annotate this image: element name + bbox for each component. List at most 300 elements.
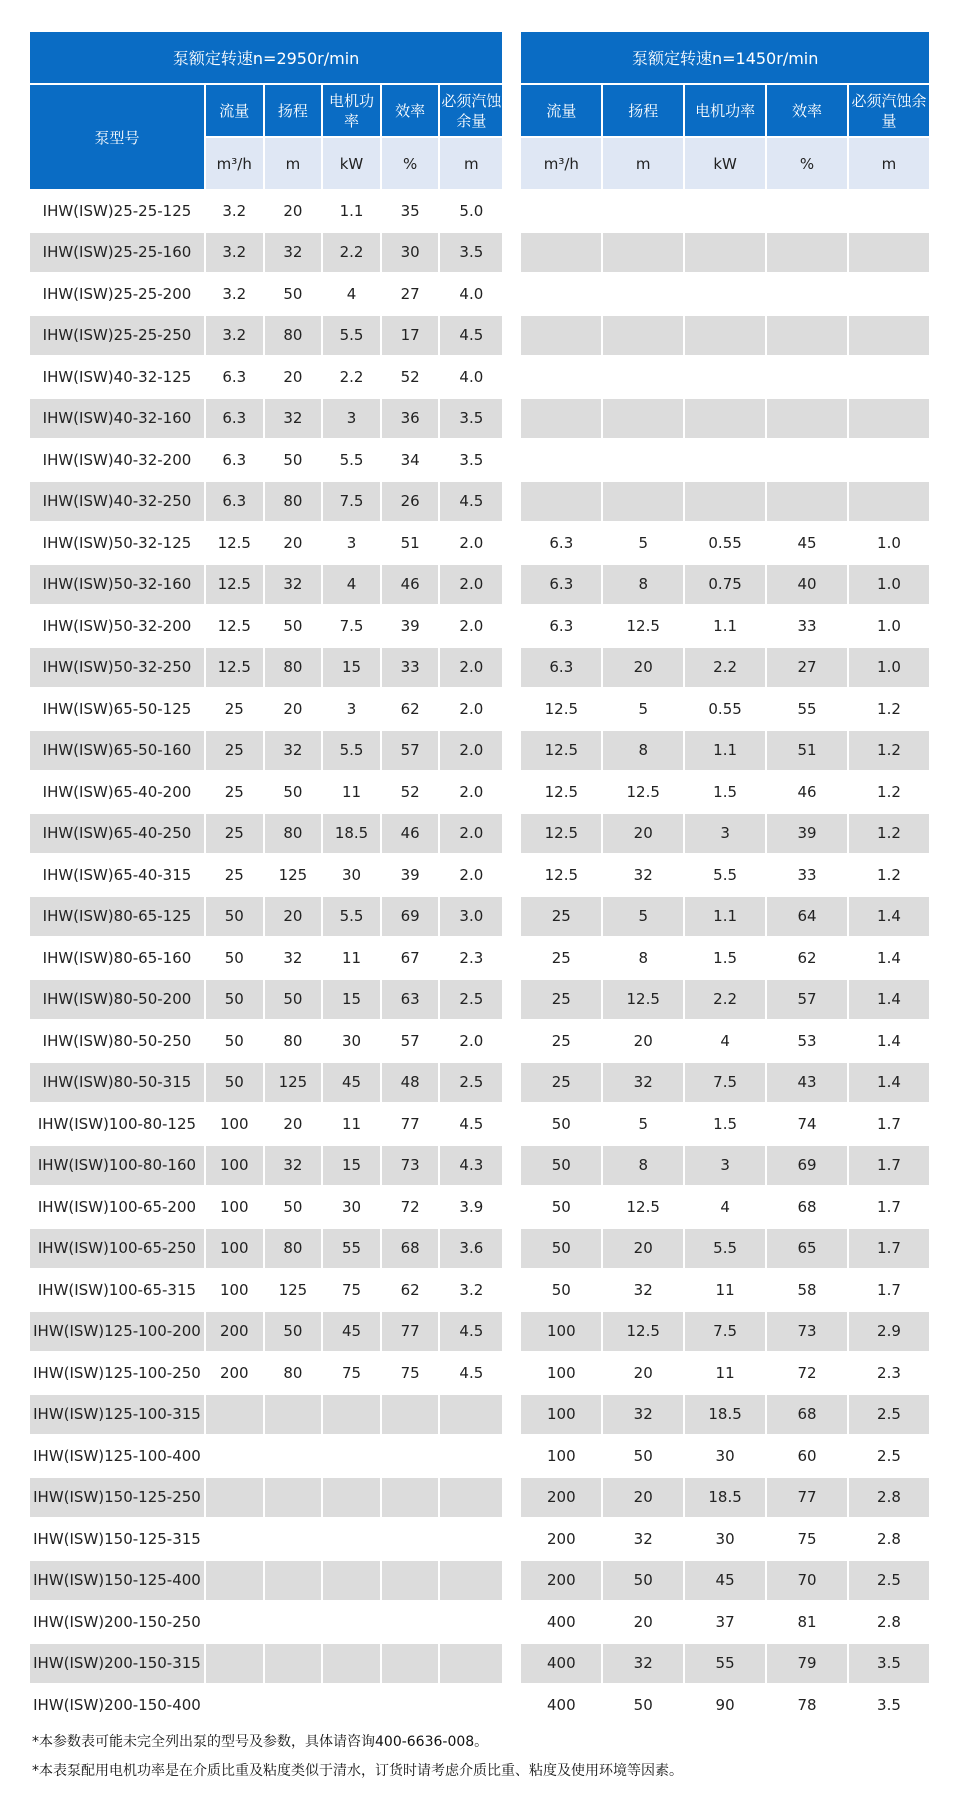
cell-efficiency-2950: 26 [382,482,439,522]
cell-flow-2950 [206,1436,263,1476]
cell-power-2950: 4 [323,274,380,314]
col-header-efficiency: 效率 [767,85,847,136]
cell-head-1450: 8 [603,565,683,605]
cell-head-2950: 32 [265,731,322,771]
cell-head-2950: 80 [265,1229,322,1269]
cell-power-2950: 30 [323,855,380,895]
cell-flow-1450: 100 [521,1353,601,1393]
table-row [30,1270,929,1310]
table-row [30,523,929,563]
cell-power-1450: 0.75 [685,565,765,605]
cell-efficiency-2950: 77 [382,1312,439,1352]
cell-efficiency-1450: 77 [767,1478,847,1518]
table-row [30,316,929,356]
cell-head-2950: 32 [265,938,322,978]
cell-power-1450: 30 [685,1436,765,1476]
cell-flow-2950 [206,1395,263,1435]
cell-head-1450 [603,316,683,356]
cell-head-1450: 50 [603,1436,683,1476]
unit-npshr: m [440,138,502,189]
cell-npshr-1450: 1.2 [849,689,929,729]
cell-power-2950: 1.1 [323,191,380,231]
cell-npshr-2950: 2.0 [440,772,502,812]
cell-power-2950: 5.5 [323,897,380,937]
table-row [30,565,929,605]
table-row [30,938,929,978]
cell-efficiency-1450: 60 [767,1436,847,1476]
cell-flow-2950: 6.3 [206,357,263,397]
cell-efficiency-2950: 46 [382,565,439,605]
cell-power-2950: 3 [323,523,380,563]
cell-power-2950 [323,1561,380,1601]
cell-power-2950: 5.5 [323,731,380,771]
pump-model: IHW(ISW)125-100-200 [30,1312,204,1352]
cell-npshr-2950: 2.0 [440,731,502,771]
cell-flow-1450: 12.5 [521,689,601,729]
pump-rows [30,191,929,1725]
col-header-flow: 流量 [206,85,263,136]
cell-npshr-1450: 2.8 [849,1519,929,1559]
cell-flow-2950 [206,1519,263,1559]
cell-head-2950: 20 [265,1104,322,1144]
cell-flow-1450: 25 [521,1063,601,1103]
cell-flow-1450 [521,357,601,397]
cell-flow-1450: 100 [521,1395,601,1435]
cell-npshr-2950: 4.5 [440,316,502,356]
table-row [30,191,929,231]
col-header-npshr: 必须汽蚀余量 [849,85,929,136]
cell-efficiency-1450: 57 [767,980,847,1020]
cell-flow-1450 [521,399,601,439]
cell-flow-1450 [521,191,601,231]
pump-model: IHW(ISW)125-100-250 [30,1353,204,1393]
table-row [30,1436,929,1476]
cell-flow-1450: 6.3 [521,565,601,605]
cell-efficiency-1450: 40 [767,565,847,605]
section-gap [504,1104,519,1144]
cell-npshr-1450: 1.0 [849,523,929,563]
cell-flow-2950: 25 [206,731,263,771]
cell-power-2950: 15 [323,1146,380,1186]
cell-npshr-1450: 2.3 [849,1353,929,1393]
cell-flow-2950: 12.5 [206,606,263,646]
cell-power-2950: 15 [323,980,380,1020]
cell-power-1450 [685,233,765,273]
cell-npshr-1450: 1.7 [849,1270,929,1310]
cell-flow-1450 [521,316,601,356]
pump-model: IHW(ISW)40-32-200 [30,440,204,480]
cell-head-2950 [265,1519,322,1559]
cell-efficiency-1450: 72 [767,1353,847,1393]
cell-power-2950: 15 [323,648,380,688]
cell-efficiency-1450 [767,399,847,439]
table-row [30,731,929,771]
cell-efficiency-1450: 65 [767,1229,847,1269]
col-header-npshr: 必须汽蚀余量 [440,85,502,136]
table-row [30,274,929,314]
cell-head-2950 [265,1436,322,1476]
pump-model: IHW(ISW)125-100-315 [30,1395,204,1435]
table-row [30,1312,929,1352]
cell-npshr-2950: 3.9 [440,1187,502,1227]
cell-power-1450: 0.55 [685,689,765,729]
cell-npshr-2950: 3.0 [440,897,502,937]
section-gap [504,1312,519,1352]
pump-model: IHW(ISW)200-150-400 [30,1685,204,1725]
cell-efficiency-2950 [382,1685,439,1725]
cell-flow-2950: 200 [206,1312,263,1352]
cell-efficiency-2950: 69 [382,897,439,937]
cell-efficiency-1450: 33 [767,606,847,646]
cell-efficiency-1450 [767,482,847,522]
cell-head-2950: 20 [265,191,322,231]
col-header-power: 电机功率 [685,85,765,136]
section-gap [504,980,519,1020]
cell-efficiency-1450: 81 [767,1602,847,1642]
cell-head-2950: 32 [265,399,322,439]
cell-npshr-2950: 4.3 [440,1146,502,1186]
pump-model: IHW(ISW)25-25-125 [30,191,204,231]
cell-flow-2950 [206,1602,263,1642]
cell-power-2950 [323,1602,380,1642]
cell-flow-1450: 400 [521,1685,601,1725]
pump-spec-sheet [30,30,933,1787]
unit-flow: m³/h [206,138,263,189]
cell-head-1450 [603,399,683,439]
cell-flow-1450: 12.5 [521,772,601,812]
cell-flow-1450: 50 [521,1270,601,1310]
cell-head-2950: 80 [265,316,322,356]
pump-model: IHW(ISW)50-32-250 [30,648,204,688]
cell-head-1450: 8 [603,731,683,771]
cell-flow-2950: 12.5 [206,648,263,688]
table-row [30,1478,929,1518]
cell-power-1450: 1.1 [685,731,765,771]
section-gap [504,1270,519,1310]
cell-power-1450: 37 [685,1602,765,1642]
cell-head-2950: 50 [265,772,322,812]
cell-npshr-1450: 2.9 [849,1312,929,1352]
cell-npshr-1450 [849,316,929,356]
pump-model: IHW(ISW)80-50-200 [30,980,204,1020]
cell-head-2950: 125 [265,1270,322,1310]
cell-power-2950 [323,1478,380,1518]
section-gap [504,1519,519,1559]
section-gap [504,32,519,83]
cell-head-1450: 20 [603,1478,683,1518]
cell-efficiency-2950: 46 [382,814,439,854]
cell-flow-1450: 50 [521,1104,601,1144]
cell-efficiency-1450 [767,316,847,356]
cell-power-2950 [323,1395,380,1435]
section-gap [504,440,519,480]
cell-power-2950: 75 [323,1270,380,1310]
cell-npshr-2950: 2.5 [440,980,502,1020]
cell-efficiency-1450 [767,233,847,273]
cell-efficiency-2950: 62 [382,689,439,729]
section-gap [504,1353,519,1393]
cell-power-2950: 30 [323,1187,380,1227]
cell-efficiency-2950: 52 [382,772,439,812]
cell-head-1450: 5 [603,1104,683,1144]
table-row [30,1395,929,1435]
cell-head-2950: 50 [265,980,322,1020]
cell-efficiency-1450: 58 [767,1270,847,1310]
cell-npshr-1450: 1.7 [849,1229,929,1269]
cell-head-2950: 80 [265,1021,322,1061]
cell-head-1450: 5 [603,689,683,729]
notes [30,1729,933,1787]
cell-flow-2950: 25 [206,772,263,812]
cell-efficiency-2950: 30 [382,233,439,273]
cell-flow-2950 [206,1478,263,1518]
table-row [30,648,929,688]
pump-model: IHW(ISW)200-150-315 [30,1644,204,1684]
table-row [30,1644,929,1684]
cell-npshr-2950: 4.0 [440,274,502,314]
cell-npshr-2950 [440,1436,502,1476]
cell-efficiency-2950: 39 [382,606,439,646]
cell-npshr-1450: 1.0 [849,648,929,688]
pump-model: IHW(ISW)50-32-200 [30,606,204,646]
cell-power-2950: 3 [323,399,380,439]
section-gap [504,274,519,314]
cell-head-2950: 50 [265,1312,322,1352]
cell-head-2950: 32 [265,233,322,273]
pump-model: IHW(ISW)65-40-250 [30,814,204,854]
section-gap [504,1478,519,1518]
cell-efficiency-2950: 51 [382,523,439,563]
cell-head-2950: 20 [265,357,322,397]
cell-efficiency-2950: 35 [382,191,439,231]
table-row [30,1561,929,1601]
section-gap [504,1644,519,1684]
cell-efficiency-2950: 34 [382,440,439,480]
cell-head-2950 [265,1685,322,1725]
cell-npshr-2950: 3.5 [440,233,502,273]
col-header-flow: 流量 [521,85,601,136]
cell-power-2950 [323,1644,380,1684]
cell-flow-2950: 3.2 [206,191,263,231]
cell-flow-1450: 25 [521,980,601,1020]
unit-flow: m³/h [521,138,601,189]
cell-efficiency-2950: 48 [382,1063,439,1103]
table-row [30,357,929,397]
pump-model: IHW(ISW)100-80-125 [30,1104,204,1144]
cell-flow-2950: 25 [206,814,263,854]
cell-head-1450: 50 [603,1685,683,1725]
cell-head-1450: 32 [603,1270,683,1310]
cell-efficiency-2950 [382,1395,439,1435]
cell-efficiency-1450: 62 [767,938,847,978]
section-gap [504,1021,519,1061]
cell-flow-1450: 6.3 [521,523,601,563]
cell-head-2950: 50 [265,274,322,314]
cell-flow-2950: 3.2 [206,233,263,273]
cell-head-1450: 20 [603,1602,683,1642]
cell-head-1450: 20 [603,1021,683,1061]
pump-spec-table [28,30,931,1727]
section-gap [504,316,519,356]
cell-power-1450 [685,191,765,231]
pump-model: IHW(ISW)40-32-125 [30,357,204,397]
section-gap [504,482,519,522]
cell-flow-2950: 100 [206,1270,263,1310]
cell-power-1450: 3 [685,1146,765,1186]
cell-npshr-1450: 2.8 [849,1602,929,1642]
cell-head-1450 [603,357,683,397]
cell-npshr-2950: 4.5 [440,1312,502,1352]
cell-efficiency-2950 [382,1478,439,1518]
cell-flow-2950: 50 [206,1021,263,1061]
cell-efficiency-2950: 68 [382,1229,439,1269]
section-gap [504,772,519,812]
cell-flow-2950: 50 [206,897,263,937]
pump-model: IHW(ISW)25-25-250 [30,316,204,356]
cell-npshr-2950: 3.2 [440,1270,502,1310]
cell-power-2950: 11 [323,1104,380,1144]
pump-model: IHW(ISW)150-125-250 [30,1478,204,1518]
cell-power-1450: 1.5 [685,772,765,812]
section-gap [504,523,519,563]
cell-power-1450: 1.5 [685,938,765,978]
cell-power-2950: 45 [323,1312,380,1352]
table-row [30,1229,929,1269]
cell-head-1450: 12.5 [603,1187,683,1227]
cell-npshr-1450: 3.5 [849,1685,929,1725]
table-row [30,897,929,937]
cell-efficiency-1450: 43 [767,1063,847,1103]
cell-head-2950: 32 [265,1146,322,1186]
cell-power-2950: 7.5 [323,482,380,522]
pump-model: IHW(ISW)25-25-200 [30,274,204,314]
cell-efficiency-1450: 51 [767,731,847,771]
pump-model: IHW(ISW)65-40-200 [30,772,204,812]
cell-head-1450 [603,191,683,231]
cell-power-2950: 2.2 [323,357,380,397]
cell-flow-1450: 12.5 [521,814,601,854]
table-row [30,855,929,895]
section-gap [504,1436,519,1476]
pump-model: IHW(ISW)100-65-250 [30,1229,204,1269]
cell-head-2950: 125 [265,855,322,895]
cell-flow-2950: 25 [206,855,263,895]
cell-efficiency-2950: 57 [382,1021,439,1061]
section-gap [504,1561,519,1601]
pump-model: IHW(ISW)80-65-125 [30,897,204,937]
table-row [30,1146,929,1186]
cell-npshr-2950: 2.0 [440,606,502,646]
pump-model: IHW(ISW)40-32-250 [30,482,204,522]
cell-efficiency-1450: 33 [767,855,847,895]
cell-efficiency-1450: 46 [767,772,847,812]
cell-head-2950: 50 [265,1187,322,1227]
cell-flow-1450 [521,233,601,273]
cell-power-2950: 2.2 [323,233,380,273]
cell-power-1450: 7.5 [685,1312,765,1352]
cell-head-1450 [603,233,683,273]
cell-efficiency-2950: 63 [382,980,439,1020]
cell-npshr-1450 [849,233,929,273]
cell-power-1450 [685,316,765,356]
cell-power-1450: 45 [685,1561,765,1601]
cell-npshr-2950: 5.0 [440,191,502,231]
cell-power-2950: 4 [323,565,380,605]
cell-flow-2950: 100 [206,1146,263,1186]
cell-efficiency-2950 [382,1644,439,1684]
cell-flow-2950: 12.5 [206,523,263,563]
cell-npshr-1450: 1.4 [849,1021,929,1061]
cell-flow-2950: 6.3 [206,482,263,522]
cell-efficiency-2950: 39 [382,855,439,895]
cell-head-2950: 80 [265,482,322,522]
cell-npshr-1450: 1.2 [849,731,929,771]
section-gap [504,1685,519,1725]
table-row [30,772,929,812]
cell-head-2950: 50 [265,606,322,646]
cell-power-2950: 45 [323,1063,380,1103]
unit-efficiency: % [767,138,847,189]
pump-model: IHW(ISW)65-50-125 [30,689,204,729]
cell-npshr-2950 [440,1519,502,1559]
cell-efficiency-2950 [382,1436,439,1476]
cell-power-2950: 11 [323,772,380,812]
cell-power-1450 [685,440,765,480]
cell-head-2950: 50 [265,440,322,480]
cell-npshr-1450: 1.4 [849,980,929,1020]
section-gap [504,1602,519,1642]
cell-head-2950: 80 [265,1353,322,1393]
section-gap [504,606,519,646]
cell-efficiency-2950: 36 [382,399,439,439]
table-row [30,1685,929,1725]
cell-flow-1450: 200 [521,1519,601,1559]
table-row [30,814,929,854]
unit-power: kW [323,138,380,189]
cell-flow-2950: 25 [206,689,263,729]
table-row [30,1021,929,1061]
cell-npshr-2950: 2.0 [440,855,502,895]
pump-model: IHW(ISW)80-65-160 [30,938,204,978]
cell-flow-1450: 400 [521,1602,601,1642]
cell-npshr-1450: 2.5 [849,1436,929,1476]
cell-npshr-1450: 1.0 [849,565,929,605]
cell-head-2950 [265,1644,322,1684]
note-inquiry: *本参数表可能未完全列出泵的型号及参数，具体请咨询400-6636-008。 [30,1729,933,1758]
cell-npshr-1450 [849,440,929,480]
cell-head-1450: 50 [603,1561,683,1601]
cell-npshr-1450: 2.8 [849,1478,929,1518]
cell-flow-1450: 100 [521,1436,601,1476]
pump-model: IHW(ISW)40-32-160 [30,399,204,439]
cell-flow-2950: 6.3 [206,440,263,480]
cell-head-1450 [603,482,683,522]
cell-npshr-2950: 2.0 [440,648,502,688]
cell-power-1450 [685,274,765,314]
pump-model: IHW(ISW)65-40-315 [30,855,204,895]
section-gap [504,565,519,605]
pump-model: IHW(ISW)80-50-315 [30,1063,204,1103]
cell-power-2950: 30 [323,1021,380,1061]
cell-power-2950 [323,1519,380,1559]
unit-head: m [603,138,683,189]
cell-efficiency-2950: 52 [382,357,439,397]
cell-efficiency-1450: 69 [767,1146,847,1186]
pump-model: IHW(ISW)65-50-160 [30,731,204,771]
cell-efficiency-1450: 53 [767,1021,847,1061]
cell-flow-2950: 200 [206,1353,263,1393]
cell-head-1450: 32 [603,855,683,895]
